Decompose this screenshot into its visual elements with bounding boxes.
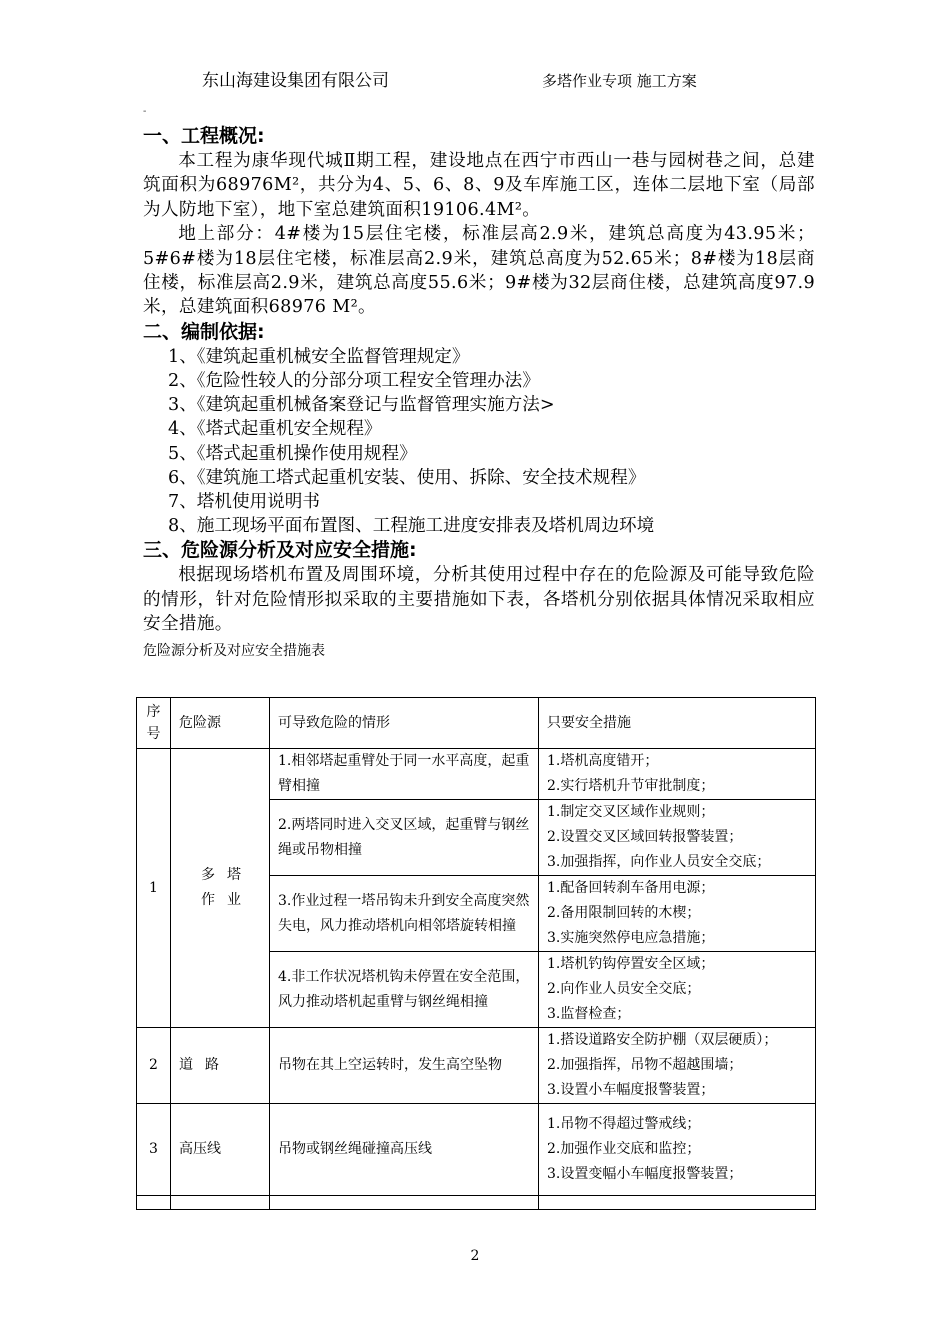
measures-cell [539,749,816,800]
header-mark: - [143,106,147,117]
measure-line: 1.配备回转刹车备用电源； [547,880,715,896]
measures-cell [539,952,816,1028]
situation-cell: 4.非工作状况塔机钩未停置在安全范围，风力推动塔机起重臂与钢丝绳相撞 [270,952,539,1028]
basis-item: 7、塔机使用说明书 [168,492,320,513]
measure-line: 2.实行塔机升节审批制度； [547,778,715,794]
section-1-heading: 一、工程概况: [143,125,265,147]
basis-item: 8、施工现场平面布置图、工程施工进度安排表及塔机周边环境 [168,516,655,537]
basis-item: 3、《建筑起重机械备案登记与监督管理实施方法> [168,395,555,416]
measure-line: 1.吊物不得超过警戒线； [547,1116,701,1132]
measure-line: 1.搭设道路安全防护棚（双层硬质）； [547,1032,778,1048]
row-number: 1 [137,749,171,1028]
table-header-row [137,698,816,749]
header-company: 东山海建设集团有限公司 [202,71,389,91]
measure-line: 3.监督检查； [547,1006,631,1022]
section-3-paragraph-1: 根据现场塔机布置及周围环境，分析其使用过程中存在的危险源及可能导致危险的情形，针对危险情形拟采取的主要措施如下表，各塔机分别依据具体情况采取相应安全措施。 [143,565,815,635]
empty-cell [539,1196,816,1210]
empty-cell [171,1196,270,1210]
table-row [137,1028,816,1104]
situation-cell: 吊物在其上空运转时，发生高空坠物 [270,1028,539,1104]
page-number: 2 [470,1248,480,1264]
measures-cell [539,876,816,952]
measure-line: 3.设置变幅小车幅度报警装置； [547,1166,743,1182]
measure-line: 1.塔机钓钩停置安全区域； [547,956,715,972]
header-no: 序号 [137,698,171,749]
hazard-source: 多塔作业 [171,749,270,1028]
header-situation: 可导致危险的情形 [270,698,539,749]
situation-cell: 吊物或钢丝绳碰撞高压线 [270,1104,539,1196]
basis-list [143,345,815,539]
measure-line: 2.加强作业交底和监控； [547,1141,701,1157]
section-2-heading: 二、编制依据: [143,320,265,343]
measure-line: 2.加强指挥，吊物不超越围墙； [547,1057,743,1073]
section-1-paragraph-2: 地上部分：4#楼为15层住宅楼，标准层高2.9米，建筑总高度为43.95米；5#6#楼为18层住宅楼，标准层高2.9米，建筑总高度为52.65米；8#楼为18层商住楼，标准层高2.9米，建筑总高度55.6米；9#楼为32层商住楼，总建筑高度97.9米，总建筑面积68976 M²。 [143,224,815,318]
measure-line: 1.塔机高度错开； [547,753,659,769]
document-body [143,124,815,661]
section-1-paragraph-1: 本工程为康华现代城Ⅱ期工程，建设地点在西宁市西山一巷与园树巷之间，总建筑面积为68976M²，共分为4、5、6、8、9及车库施工区，连体二层地下室（局部为人防地下室），地下室总建筑面积19106.4M²。 [143,151,815,220]
basis-item: 5、《塔式起重机操作使用规程》 [168,443,417,464]
section-3-heading: 三、危险源分析及对应安全措施: [143,539,417,562]
situation-cell: 1.相邻塔起重臂处于同一水平高度，起重臂相撞 [270,749,539,800]
hazard-table [136,697,816,1210]
measure-line: 2.向作业人员安全交底； [547,981,701,997]
row-number: 3 [137,1104,171,1196]
header-measures: 只要安全措施 [539,698,816,749]
header-hazard: 危险源 [171,698,270,749]
table-caption: 危险源分析及对应安全措施表 [143,642,325,659]
hazard-source: 高压线 [171,1104,270,1196]
table-row [137,749,816,800]
measures-cell [539,800,816,876]
empty-cell [270,1196,539,1210]
row-number: 2 [137,1028,171,1104]
measure-line: 3.加强指挥，向作业人员安全交底； [547,854,771,870]
basis-item: 4、《塔式起重机安全规程》 [168,419,382,440]
situation-cell: 2.两塔同时进入交叉区域，起重臂与钢丝绳或吊物相撞 [270,800,539,876]
measure-line: 2.备用限制回转的木楔； [547,905,701,921]
situation-cell: 3.作业过程一塔吊钩未升到安全高度突然失电，风力推动塔机向相邻塔旋转相撞 [270,876,539,952]
empty-cell [137,1196,171,1210]
basis-item: 6、《建筑施工塔式起重机安装、使用、拆除、安全技术规程》 [168,467,646,488]
measures-cell [539,1028,816,1104]
header-doc-title: 多塔作业专项 施工方案 [542,72,697,90]
measure-line: 1.制定交叉区域作业规则； [547,804,715,820]
measure-line: 3.实施突然停电应急措施； [547,930,715,946]
basis-item: 1、《建筑起重机械安全监督管理规定》 [168,346,470,367]
hazard-source: 道路 [171,1028,270,1104]
table-empty-row [137,1196,816,1210]
measure-line: 2.设置交叉区域回转报警装置； [547,829,743,845]
basis-item: 2、《危险性较人的分部分项工程安全管理办法》 [168,371,540,392]
measure-line: 3.设置小车幅度报警装置； [547,1082,715,1098]
measures-cell [539,1104,816,1196]
table-row [137,1104,816,1196]
